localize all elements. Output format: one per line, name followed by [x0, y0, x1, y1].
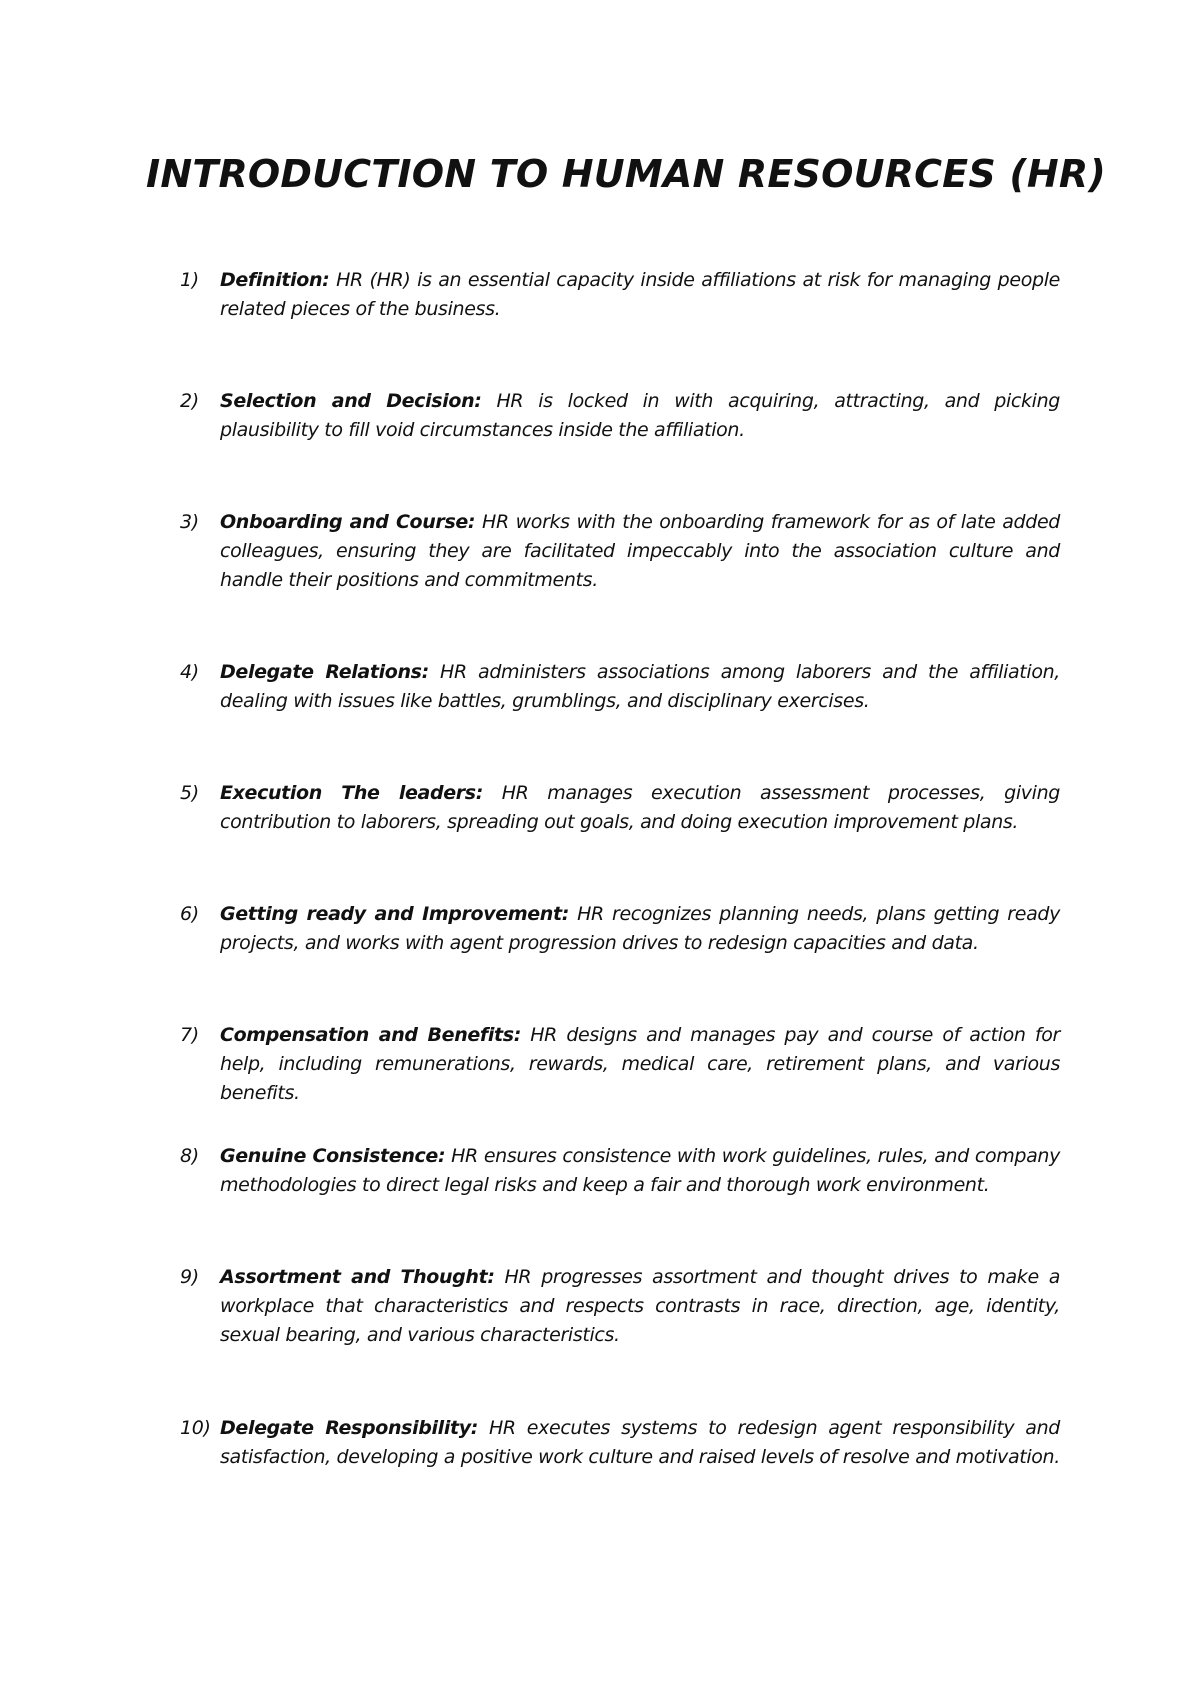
list-item: [180, 508, 1060, 595]
item-text: HR designs and manages pay and course of action for help, including remunerations, rewards, medical care, retirement plans, and various benefits.: [220, 1024, 1060, 1104]
item-term: Getting ready and Improvement:: [220, 903, 569, 925]
item-text: HR (HR) is an essential capacity inside affiliations at risk for managing people related pieces of the business.: [220, 269, 1060, 320]
item-text: HR administers associations among laborers and the affiliation, dealing with issues like battles, grumblings, and disciplinary exercises.: [220, 661, 1060, 712]
list-item: [180, 387, 1060, 445]
item-term: Genuine Consistence:: [220, 1145, 446, 1167]
item-term: Compensation and Benefits:: [220, 1024, 521, 1046]
list-item: [180, 266, 1060, 324]
item-body: [220, 1142, 1060, 1200]
item-term: Onboarding and Course:: [220, 511, 476, 533]
item-term: Assortment and Thought:: [220, 1266, 495, 1288]
item-body: [220, 779, 1060, 837]
item-body: [220, 1414, 1060, 1472]
item-number: 9): [180, 1266, 199, 1288]
item-term: Selection and Decision:: [220, 390, 482, 412]
list-item: [180, 1414, 1060, 1472]
item-number: 10): [180, 1417, 211, 1439]
item-number: 8): [180, 1145, 199, 1167]
list-item: [180, 1263, 1060, 1350]
item-term: Definition:: [220, 269, 330, 291]
item-text: HR is locked in with acquiring, attracting, and picking plausibility to fill void circumstances inside the affiliation.: [220, 390, 1061, 441]
item-text: HR progresses assortment and thought drives to make a workplace that characteristics and respects contrasts in race, direction, age, identity, sexual bearing, and various characteristics.: [220, 1266, 1061, 1346]
item-body: [220, 387, 1060, 445]
list-item: [180, 1142, 1060, 1200]
item-number: 5): [180, 782, 199, 804]
item-text: HR works with the onboarding framework for as of late added colleagues, ensuring they are facilitated impeccably into the association culture and handle their positions and commitments.: [220, 511, 1060, 591]
item-text: HR recognizes planning needs, plans getting ready projects, and works with agent progression drives to redesign capacities and data.: [220, 903, 1060, 954]
item-number: 1): [180, 269, 199, 291]
item-number: 3): [180, 511, 199, 533]
item-body: [220, 508, 1060, 595]
item-number: 2): [180, 390, 199, 412]
item-text: HR executes systems to redesign agent responsibility and satisfaction, developing a positive work culture and raised levels of resolve and motivation.: [220, 1417, 1060, 1468]
item-number: 4): [180, 661, 199, 683]
item-term: Delegate Responsibility:: [220, 1417, 479, 1439]
item-term: Delegate Relations:: [220, 661, 429, 683]
list-item: [180, 658, 1060, 716]
item-body: [220, 266, 1060, 324]
list-item: [180, 1021, 1060, 1108]
item-body: [220, 658, 1060, 716]
item-body: [220, 900, 1060, 958]
item-body: [220, 1021, 1060, 1108]
list-item: [180, 779, 1060, 837]
item-text: HR manages execution assessment processes, giving contribution to laborers, spreading out goals, and doing execution improvement plans.: [220, 782, 1060, 833]
item-term: Execution The leaders:: [220, 782, 484, 804]
item-body: [220, 1263, 1060, 1350]
item-number: 6): [180, 903, 199, 925]
document-title: INTRODUCTION TO HUMAN RESOURCES (HR): [146, 152, 1106, 196]
item-number: 7): [180, 1024, 199, 1046]
item-text: HR ensures consistence with work guidelines, rules, and company methodologies to direct legal risks and keep a fair and thorough work environment.: [220, 1145, 1060, 1196]
list-item: [180, 900, 1060, 958]
